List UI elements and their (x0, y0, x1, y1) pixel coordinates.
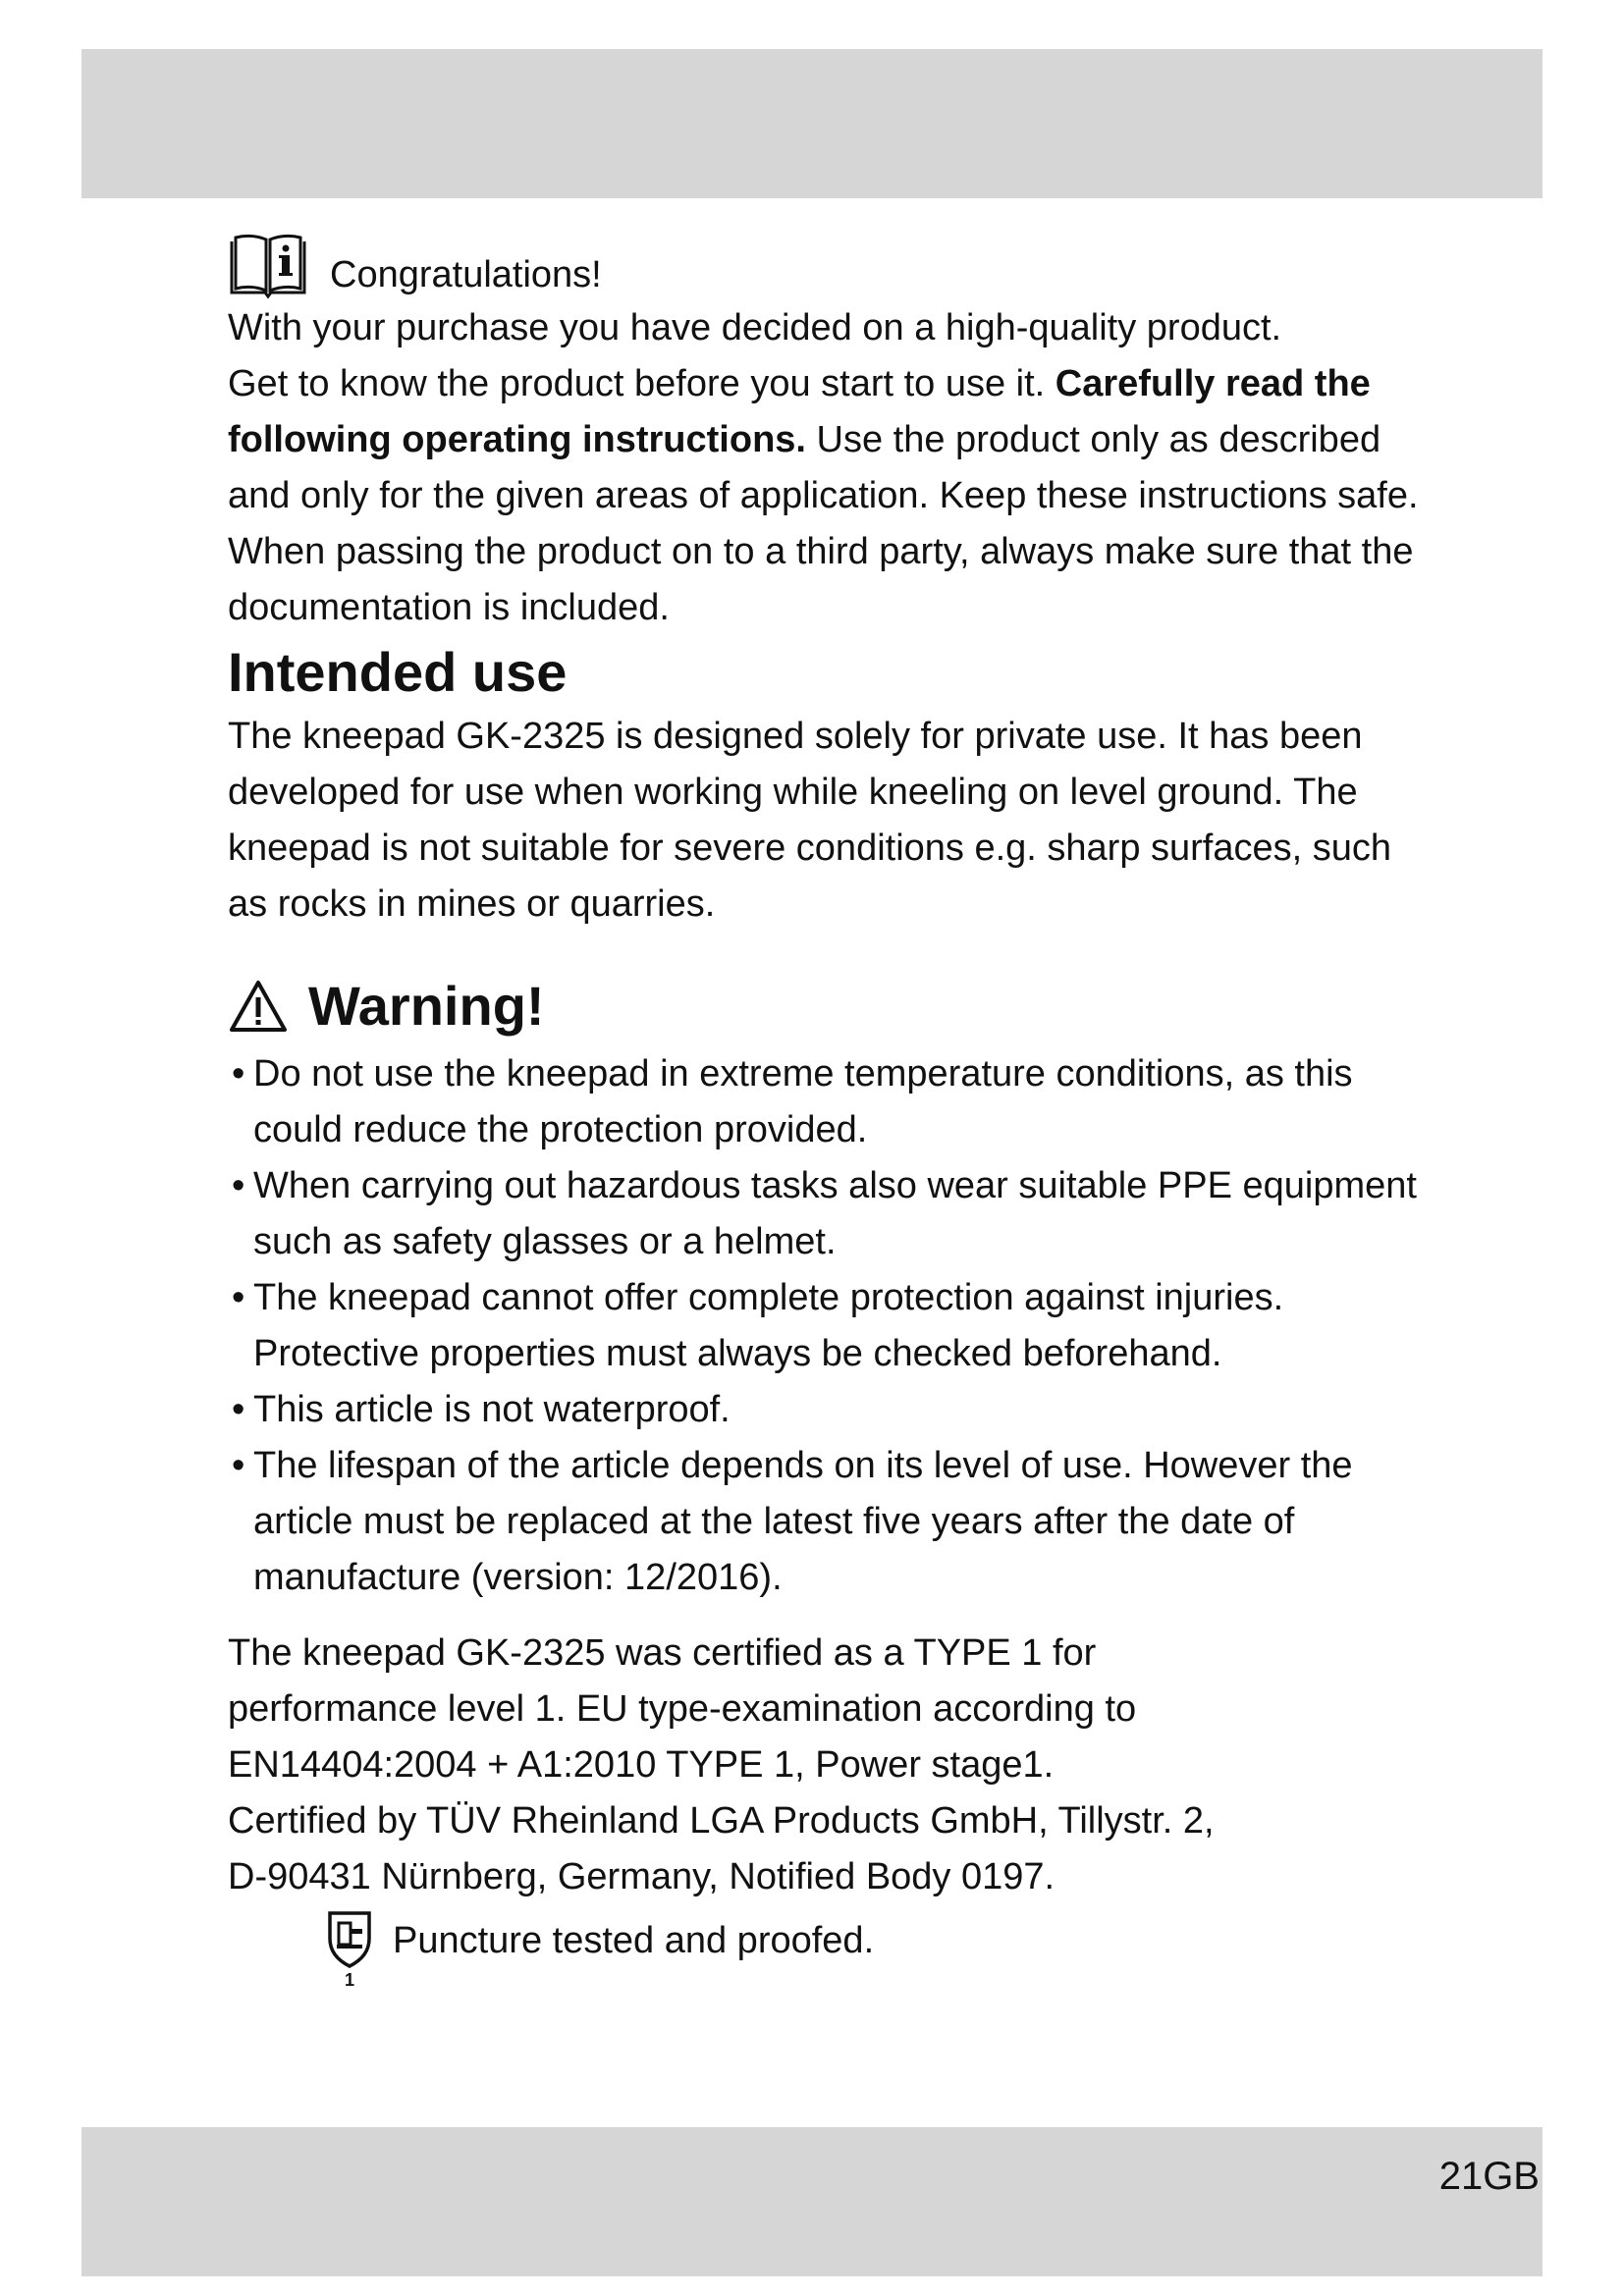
footer-band (81, 2127, 1543, 2276)
certification-block (228, 1626, 1426, 1905)
list-item: • The lifespan of the article depends on its level of use. However the article must be replaced at the latest five years after the date of manufacture (version: 12/2016). (232, 1445, 1353, 1598)
intro-text-post: Use the product only as described and only for the given areas of application. Keep these instructions safe. When passing the product on to a third party, always make sure that the documentation is included. (228, 419, 1419, 628)
puncture-shield-icon (324, 1905, 375, 1988)
list-item: • When carrying out hazardous tasks also wear suitable PPE equipment such as safety glasses or a helmet. (232, 1165, 1417, 1262)
intended-use-body: The kneepad GK-2325 is designed solely for private use. It has been developed for use when working while kneeling on level ground. The kneepad is not suitable for severe conditions e.g. sharp surfaces, such as rocks in mines or quarries. (228, 716, 1392, 925)
list-item: • The kneepad cannot offer complete protection against injuries. Protective properties must always be checked beforehand. (232, 1277, 1284, 1374)
warning-header (228, 970, 1426, 1042)
header-band (81, 49, 1543, 198)
intro-header (228, 224, 1426, 300)
list-item: • Do not use the kneepad in extreme temperature conditions, as this could reduce the protection provided. (232, 1053, 1353, 1150)
warning-triangle-icon (228, 979, 289, 1034)
page-number: 21GB (1438, 2155, 1540, 2198)
intended-use-heading: Intended use (228, 641, 568, 703)
warning-heading: Warning! (308, 975, 545, 1037)
stamp-number: 1 (344, 1970, 355, 1988)
intro-title: Congratulations! (330, 254, 602, 295)
cert-line-5: D-90431 Nürnberg, Germany, Notified Body 0197. (228, 1856, 1056, 1897)
intro-paragraph (228, 356, 1426, 636)
cert-line-2: performance level 1. EU type-examination according to (228, 1688, 1137, 1730)
warning-list (228, 1046, 1426, 1606)
cert-line-1: The kneepad GK-2325 was certified as a TYPE 1 for (228, 1632, 1097, 1674)
puncture-row (324, 1905, 1426, 1988)
cert-line-4: Certified by TÜV Rheinland LGA Products GmbH, Tillystr. 2, (228, 1800, 1215, 1842)
cert-line-3: EN14404:2004 + A1:2010 TYPE 1, Power stage1. (228, 1744, 1055, 1786)
intro-text-bold: Carefully read the following operating instructions. (228, 363, 1371, 460)
intro-text-pre: Get to know the product before you start to use it. (228, 363, 1056, 404)
puncture-text: Puncture tested and proofed. (393, 1920, 875, 1961)
page-content (228, 224, 1426, 1988)
list-item: • This article is not waterproof. (232, 1389, 731, 1430)
intro-line1: With your purchase you have decided on a high-quality product. (228, 307, 1282, 348)
book-info-icon (228, 232, 308, 300)
